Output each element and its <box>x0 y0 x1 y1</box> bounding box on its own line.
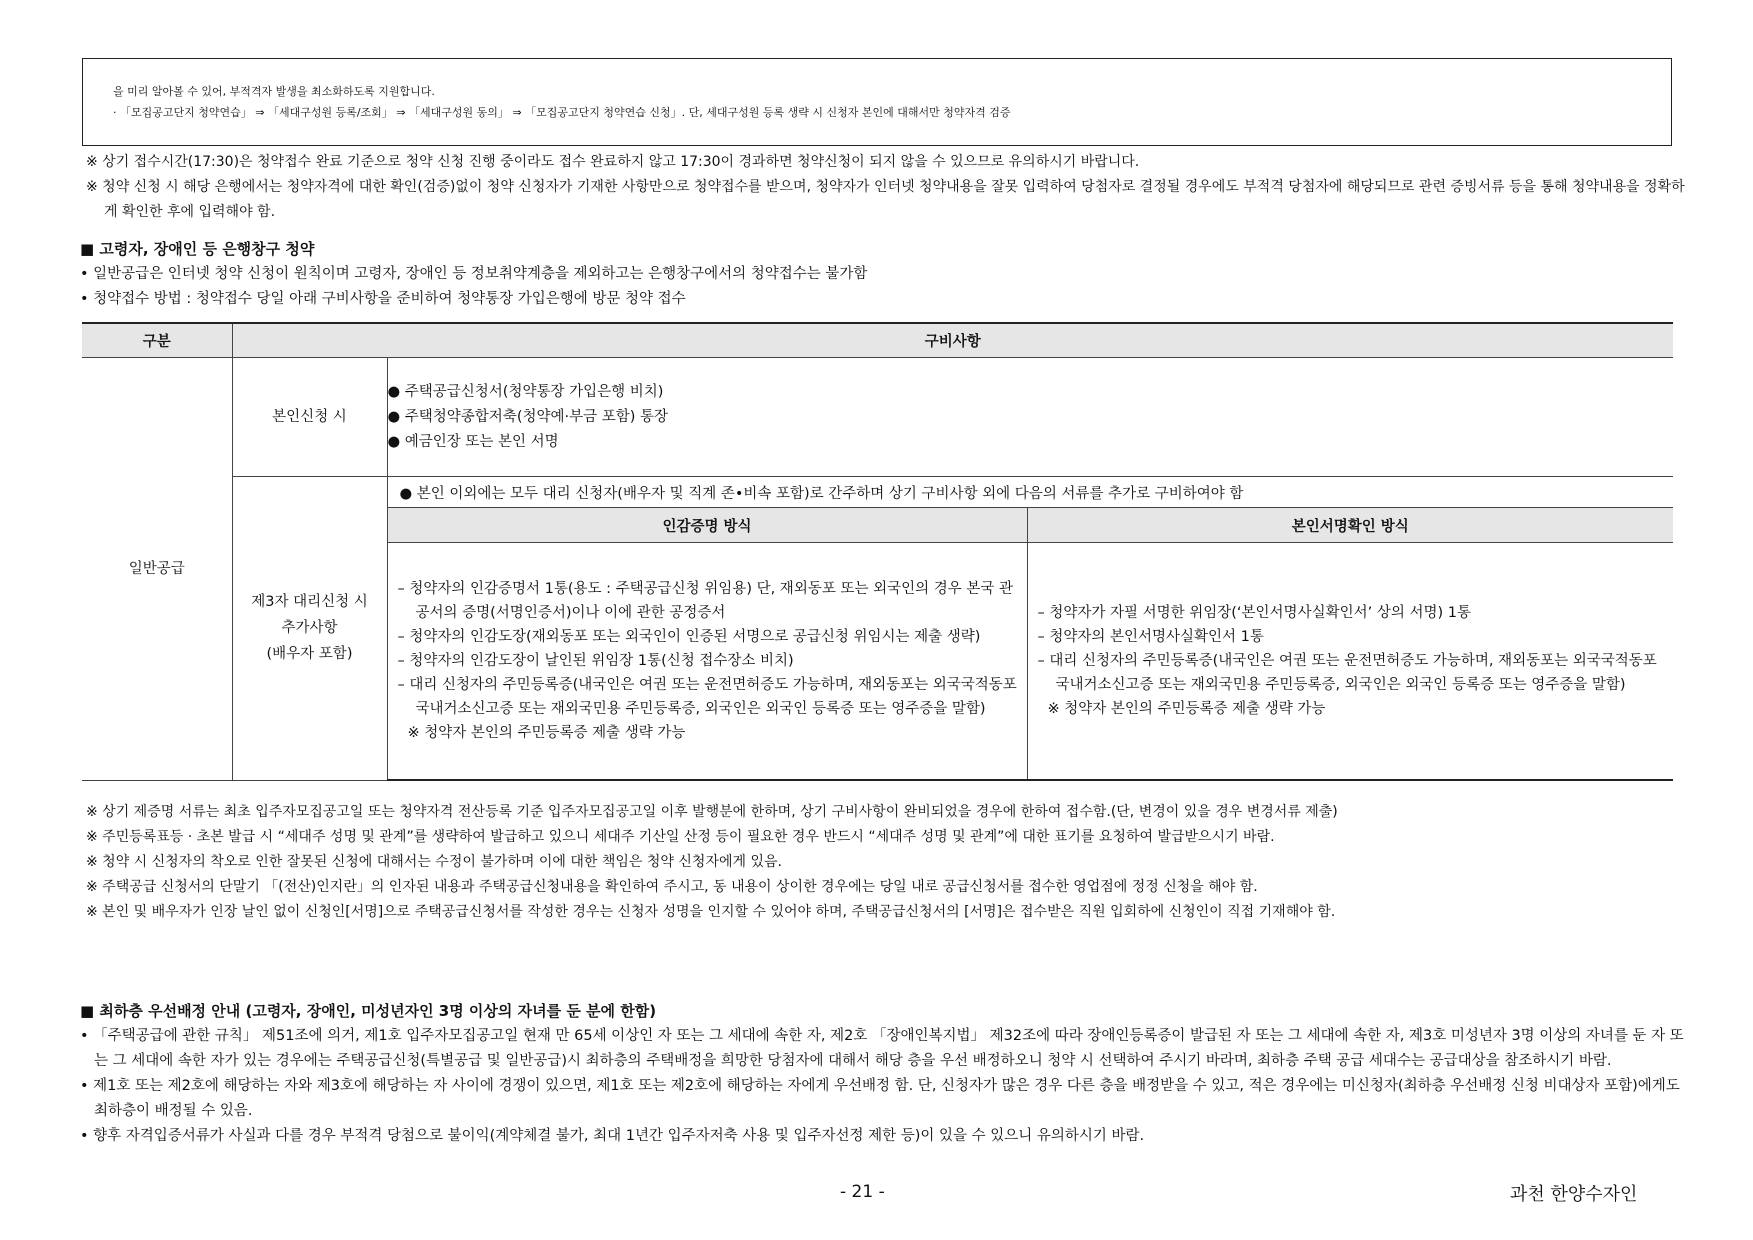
list-item: – 청약자가 자필 서명한 위임장(‘본인서명사실확인서’ 상의 서명) 1통 <box>1037 605 1471 621</box>
lowest-floor-bullets <box>80 1024 1690 1149</box>
note: ※ 상기 제증명 서류는 최초 입주자모집공고일 또는 청약자격 전산등록 기준 입주자모집공고일 이후 발행분에 한하며, 상기 구비사항이 완비되었을 경우에 한하여 접수함.(단, 변경이 있을 경우 변경서류 제출) <box>86 804 1338 820</box>
info-box-line: · 「모집공고단지 청약연습」 ⇒ 「세대구성원 등록/조회」 ⇒ 「세대구성원 동의」 ⇒ 「모집공고단지 청약연습 신청」. 단, 세대구성원 등록 생략 시 신청자 본인에 대해서만 청약자격 검증 <box>113 106 1011 119</box>
list-item: – 대리 신청자의 주민등록증(내국인은 여권 또는 운전면허증도 가능하며, 재외동포는 외국국적동포 국내거소신고증 또는 재외국민용 주민등록증, 외국인은 외국인 등록증 또는 영주증을 말함) <box>1037 653 1657 693</box>
bullet-item: • 「주택공급에 관한 규칙」 제51조에 의거, 제1호 입주자모집공고일 현재 만 65세 이상인 자 또는 그 세대에 속한 자, 제2호 「장애인복지법」 제32조에 따라 장애인등록증이 발급된 자 또는 그 세대에 속한 자, 제3호 미성년자 3명 이상의 자녀를 둔 자 또는 그 세대에 속한 자가 있는 경우에는 주택공급신청(특별공급 및 일반공급)시 최하층의 주택배정을 희망한 당첨자에 대해서 해당 층을 우선 배정하오니 청약 시 선택하여 주시기 바라며, 최하층 주택 공급 세대수는 공급대상을 참조하시기 바람. <box>80 1028 1684 1069</box>
bullet-item: • 향후 자격입증서류가 사실과 다를 경우 부적격 당첨으로 불이익(계약체결 불가, 최대 1년간 입주자저축 사용 및 입주자선정 제한 등)이 있을 수 있으니 유의하시기 바람. <box>80 1128 1145 1144</box>
proxy-application-label <box>232 477 387 781</box>
document-title: 과천 한양수자인 <box>1510 1184 1638 1205</box>
note: ※ 청약자 본인의 주민등록증 제출 생략 가능 <box>407 725 686 741</box>
note: ※ 주민등록표등 · 초본 발급 시 “세대주 성명 및 관계”를 생략하여 발급하고 있으니 세대주 기산일 산정 등이 필요한 경우 반드시 “세대주 성명 및 관계”에 대한 표기를 요청하여 발급받으시기 바람. <box>86 829 1275 845</box>
list-item: – 청약자의 본인서명사실확인서 1통 <box>1037 629 1264 645</box>
note: ※ 주택공급 신청서의 단말기 「(전산)인지란」의 인자된 내용과 주택공급신청내용을 확인하여 주시고, 동 내용이 상이한 경우에는 당일 내로 공급신청서를 접수한 영업점에 정정 신청을 해야 함. <box>86 879 1258 895</box>
list-item: ● 주택청약종합저축(청약예·부금 포함) 통장 <box>387 408 669 425</box>
bullet-item: • 제1호 또는 제2호에 해당하는 자와 제3호에 해당하는 자 사이에 경쟁이 있으면, 제1호 또는 제2호에 해당하는 자에게 우선배정 함. 단, 신청자가 많은 경우 다른 층을 배정받을 수 있고, 적은 경우에는 미신청자(최하층 우선배정 신청 비대상자 포함)에게도 최하층이 배정될 수 있음. <box>80 1078 1680 1119</box>
note: ※ 본인 및 배우자가 인장 날인 없이 신청인[서명]으로 주택공급신청서를 작성한 경우는 신청자 성명을 인지할 수 있어야 하며, 주택공급신청서의 [서명]은 접수받은 직원 입회하에 신청인이 직접 기재해야 함. <box>86 904 1336 920</box>
seal-method-title: 인감증명 방식 <box>387 508 1027 543</box>
note: ※ 청약 신청 시 해당 은행에서는 청약자격에 대한 확인(검증)없이 청약 신청자가 기재한 사항만으로 청약접수를 받으며, 청약자가 인터넷 청약내용을 잘못 입력하여 당첨자로 결정될 경우에도 부적격 당첨자에 해당되므로 관련 증빙서류 등을 통해 청약내용을 정확하게 확인한 후에 입력해야 함. <box>86 179 1685 220</box>
list-item: ● 예금인장 또는 본인 서명 <box>387 433 559 450</box>
seal-method-items <box>387 543 1027 781</box>
bullet-item: • 일반공급은 인터넷 청약 신청이 원칙이며 고령자, 장애인 등 정보취약계층을 제외하고는 은행창구에서의 청약접수는 불가함 <box>80 266 868 282</box>
list-item: ● 주택공급신청서(청약통장 가입은행 비치) <box>387 383 664 400</box>
proxy-label-line: 제3자 대리신청 시 <box>251 594 368 611</box>
info-box-line: 을 미리 알아볼 수 있어, 부적격자 발생을 최소화하도록 지원합니다. <box>113 85 435 98</box>
proxy-intro: ● 본인 이외에는 모두 대리 신청자(배우자 및 직계 존•비속 포함)로 간주하며 상기 구비사항 외에 다음의 서류를 추가로 구비하여야 함 <box>387 477 1673 508</box>
bullet-item: • 청약접수 방법 : 청약접수 당일 아래 구비사항을 준비하여 청약통장 가입은행에 방문 청약 접수 <box>80 291 686 307</box>
list-item: – 청약자의 인감도장이 날인된 위임장 1통(신청 접수장소 비치) <box>397 653 794 669</box>
list-item: – 청약자의 인감증명서 1통(용도 : 주택공급신청 위임용) 단, 재외동포 또는 외국인의 경우 본국 관공서의 증명(서명인증서)이나 이에 관한 공정증서 <box>397 581 1013 621</box>
table-header-category: 구분 <box>82 323 232 358</box>
row-label-general-supply: 일반공급 <box>82 358 232 781</box>
self-application-label: 본인신청 시 <box>232 358 387 477</box>
signature-method-items <box>1027 543 1673 781</box>
top-notes <box>86 150 1686 225</box>
info-box <box>82 58 1672 146</box>
list-item: – 대리 신청자의 주민등록증(내국인은 여권 또는 운전면허증도 가능하며, 재외동포는 외국국적동포 국내거소신고증 또는 재외국민용 주민등록증, 외국인은 외국인 등록증 또는 영주증을 말함) <box>397 677 1017 717</box>
section-heading-bank: ■ 고령자, 장애인 등 은행창구 청약 <box>80 240 315 258</box>
note: ※ 청약자 본인의 주민등록증 제출 생략 가능 <box>1047 701 1326 717</box>
requirements-table <box>82 322 1673 781</box>
middle-notes <box>86 800 1686 925</box>
bank-bullets <box>80 262 1690 312</box>
section-heading-lowest-floor: ■ 최하층 우선배정 안내 (고령자, 장애인, 미성년자인 3명 이상의 자녀를 둔 분에 한함) <box>80 1002 657 1020</box>
note: ※ 청약 시 신청자의 착오로 인한 잘못된 신청에 대해서는 수정이 불가하며 이에 대한 책임은 청약 신청자에게 있음. <box>86 854 782 870</box>
page-number: - 21 - <box>840 1182 885 1202</box>
note: ※ 상기 접수시간(17:30)은 청약접수 완료 기준으로 청약 신청 진행 중이라도 접수 완료하지 않고 17:30이 경과하면 청약신청이 되지 않을 수 있으므로 유의하시기 바랍니다. <box>86 154 1140 170</box>
signature-method-title: 본인서명확인 방식 <box>1027 508 1673 543</box>
proxy-label-line: (배우자 포함) <box>266 646 353 663</box>
table-header-requirements: 구비사항 <box>232 323 1673 358</box>
proxy-label-line: 추가사항 <box>281 620 338 637</box>
list-item: – 청약자의 인감도장(재외동포 또는 외국인이 인증된 서명으로 공급신청 위임시는 제출 생략) <box>397 629 981 645</box>
self-application-items <box>387 358 1673 477</box>
